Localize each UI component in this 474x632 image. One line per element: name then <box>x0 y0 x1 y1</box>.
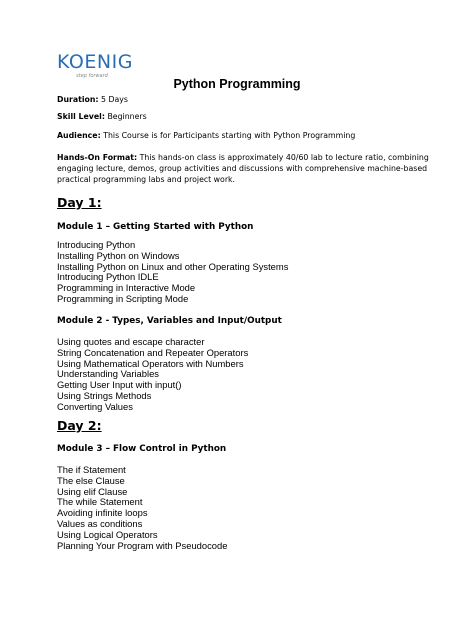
skill-label: Skill Level: <box>57 112 105 121</box>
list-item: Using quotes and escape character <box>57 336 205 347</box>
list-item: Planning Your Program with Pseudocode <box>57 539 228 551</box>
audience-value: This Course is for Participants starting with Python Programming <box>103 131 356 140</box>
module-3-title: Module 3 – Flow Control in Python <box>57 444 227 454</box>
list-item: Programming in Scripting Mode <box>57 292 189 304</box>
list-item: Introducing Python <box>57 239 136 250</box>
list-item: Using Logical Operators <box>57 528 158 540</box>
list-item: Understanding Variables <box>57 368 159 380</box>
skill-value: Beginners <box>107 112 147 121</box>
day-2-heading: Day 2: <box>57 418 102 433</box>
audience-line <box>57 130 437 141</box>
list-item: The if Statement <box>57 464 126 475</box>
duration-value: 5 Days <box>101 95 128 104</box>
format-paragraph <box>57 152 432 185</box>
module-2-list <box>57 337 248 413</box>
module-1-title: Module 1 – Getting Started with Python <box>57 222 254 232</box>
module-1-list <box>57 240 288 305</box>
list-item: Programming in Interactive Mode <box>57 282 196 294</box>
duration-label: Duration: <box>57 95 99 104</box>
logo-tagline: step forward <box>76 73 108 79</box>
format-label: Hands-On Format: <box>57 153 138 162</box>
format-value: This hands-on class is approximately 40/60 lab to lecture ratio, combining engaging lecture, demos, group activities and discussions with comprehensive machine-based practical programming labs and project work. <box>57 153 429 184</box>
module-3-list <box>57 465 227 551</box>
list-item: Using elif Clause <box>57 485 128 497</box>
list-item: Values as conditions <box>57 517 143 529</box>
list-item: Getting User Input with input() <box>57 379 182 391</box>
list-item: Using Strings Methods <box>57 389 152 401</box>
list-item: Using Mathematical Operators with Numbers <box>57 357 244 369</box>
list-item: Installing Python on Windows <box>57 249 180 261</box>
koenig-logo <box>57 51 133 79</box>
day-1-heading: Day 1: <box>57 195 102 210</box>
audience-label: Audience: <box>57 131 101 140</box>
module-2-title: Module 2 - Types, Variables and Input/Output <box>57 316 282 326</box>
document-title: Python Programming <box>173 77 301 91</box>
list-item: String Concatenation and Repeater Operators <box>57 346 249 358</box>
logo-wordmark: KOENIG <box>57 51 133 73</box>
list-item: Installing Python on Linux and other Operating Systems <box>57 260 289 272</box>
duration-line <box>57 94 437 105</box>
skill-line <box>57 111 437 122</box>
list-item: Avoiding infinite loops <box>57 507 148 519</box>
list-item: The else Clause <box>57 474 125 486</box>
list-item: Introducing Python IDLE <box>57 271 159 283</box>
list-item: Converting Values <box>57 400 133 412</box>
list-item: The while Statement <box>57 496 143 508</box>
